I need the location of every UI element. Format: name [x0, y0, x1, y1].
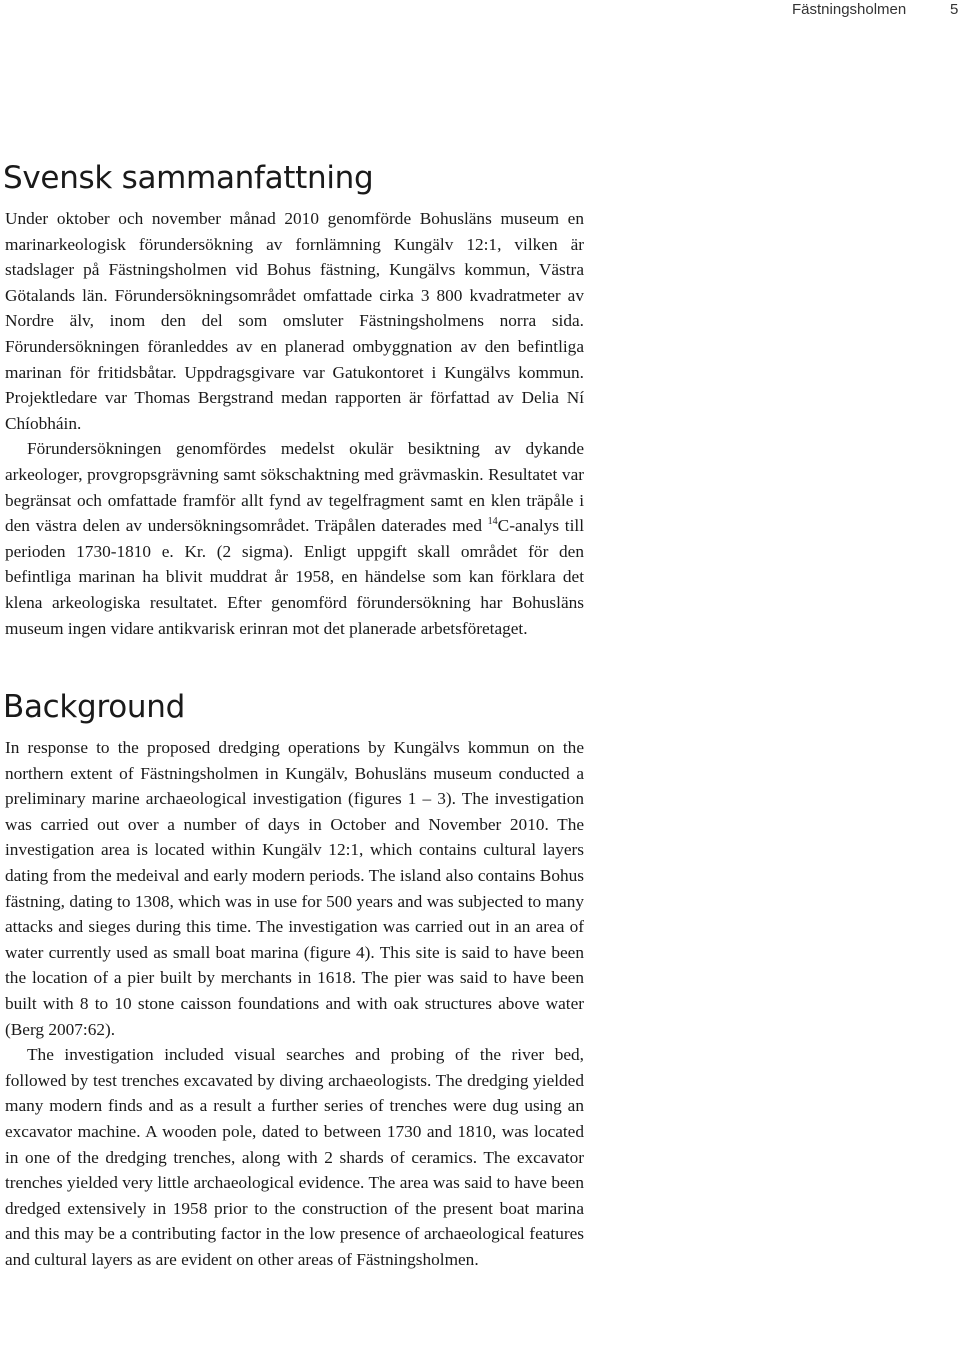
svensk-paragraph-1: Under oktober och november månad 2010 genomförde Bohusläns museum en marinarkeologisk förundersökning av fornlämning Kungälv 12:1, vilken är stadslager på Fästningsholmen vid Bohus fästning, Kungälvs kommun, Västra Götalands län. Förundersökningsområdet omfattade cirka 3 800 kvadratmeter av Nordre älv, inom den del som omsluter Fästningsholmens norra sida. Förundersökningen föranleddes av en planerad ombyggnation av den befintliga marinan för fritidsbåtar. Uppdragsgivare var Gatukontoret i Kungälvs kommun. Projektledare var Thomas Bergstrand medan rapporten är författad av Delia Ní Chíobháin. — [5, 209, 584, 433]
running-header — [0, 0, 960, 24]
section-heading-svensk: Svensk sammanfattning — [3, 160, 374, 196]
svensk-paragraph-2-start: Förundersökningen genomfördes medelst okulär besiktning av dykande arkeologer, provgropsgrävning samt sökschaktning med grävmaskin. Resultatet var begränsat och omfattade framför allt fynd av tegelfragment samt en klen träpåle i den västra delen av undersökningsområdet. Träpålen daterades med — [5, 439, 584, 536]
page-body — [5, 160, 584, 1273]
background-paragraph-2: The investigation included visual searches and probing of the river bed, followed by test trenches excavated by diving archaeologists. The dredging yielded many modern finds and as a result a further series of trenches were dug using an excavator machine. A wooden pole, dated to between 1730 and 1810, was located in one of the dredging trenches, along with 2 shards of ceramics. The excavator trenches yielded very little archaeological evidence. The area was said to have been dredged extensively in 1958 prior to the construction of the present boat marina and this may be a contributing factor in the low presence of archaeological features and cultural layers as are evident on other areas of Fästningsholmen. — [5, 1045, 584, 1269]
svensk-paragraph-2-end: C-analys till perioden 1730-1810 e. Kr. (2 sigma). Enligt uppgift skall området för den befintliga marinan ha blivit muddrat år 1958, en händelse som kan förklara det klena arkeologiska resultatet. Efter genomförd förundersökning har Bohusläns museum ingen vidare antikvarisk erinran mot det planerade arbetsföretaget. — [5, 516, 584, 638]
svensk-paragraph-2 — [5, 436, 584, 641]
background-paragraph-1: In response to the proposed dredging operations by Kungälvs kommun on the northern extent of Fästningsholmen in Kungälv, Bohusläns museum conducted a preliminary marine archaeological investigation (figures 1 – 3). The investigation was carried out over a number of days in October and November 2010. The investigation area is located within Kungälv 12:1, which contains cultural layers dating from the medeival and early modern periods. The island also contains Bohus fästning, dating to 1308, which was in use for 500 years and was subjected to many attacks and sieges during this time. The investigation was carried out in an area of water currently used as small boat marina (figure 4). This site is said to have been the location of a pier built by merchants in 1618. The pier was said to have been built with 8 to 10 stone caisson foundations and with oak structures above water (Berg 2007:62). — [5, 738, 584, 1039]
carbon-14-superscript: 14 — [487, 516, 498, 528]
page-number: 5 — [950, 1, 959, 18]
section-heading-background: Background — [3, 689, 185, 726]
running-title: Fästningsholmen — [792, 1, 907, 18]
